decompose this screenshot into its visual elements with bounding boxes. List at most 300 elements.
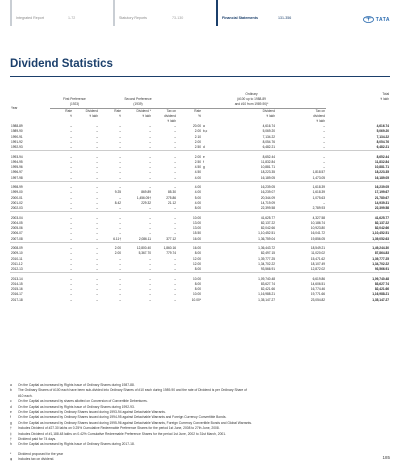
table-cell: – xyxy=(119,154,121,159)
table-cell: – xyxy=(149,154,151,159)
row-year: 1994-95 xyxy=(11,159,23,164)
row-year: 2014-15 xyxy=(11,282,23,286)
header-rate-first: Rate xyxy=(65,108,72,113)
table-cell: 2,086.11 xyxy=(138,236,151,241)
footnote-marker: b xyxy=(10,388,12,393)
table-cell: – xyxy=(119,145,121,150)
page-number: 185 xyxy=(382,455,390,460)
table-cell: – xyxy=(149,175,151,180)
table-cell: 9.25 xyxy=(114,190,121,195)
table-cell: – xyxy=(70,165,72,170)
table-cell: 8.00 xyxy=(194,251,201,256)
table-cell: – xyxy=(70,124,72,129)
table-cell: – xyxy=(96,129,98,134)
row-year: 1996-97 xyxy=(11,170,23,175)
table-cell: – xyxy=(119,165,121,170)
table-cell: – xyxy=(119,175,121,180)
header-tax-second-sub: dividend xyxy=(164,113,176,118)
page-title: Dividend Statistics xyxy=(10,58,113,70)
table-cell: – xyxy=(70,170,72,175)
table-cell: – xyxy=(70,236,72,241)
table-cell: – xyxy=(174,139,176,144)
table-cell: 82,137.22 xyxy=(374,220,390,225)
table-cell: – xyxy=(119,226,121,231)
table-cell: 15.50 xyxy=(193,231,201,236)
row-year: 2013-14 xyxy=(11,276,23,281)
header-year: Year xyxy=(11,105,18,110)
row-year: 2008-09 xyxy=(11,246,23,251)
table-cell: 6.11† xyxy=(113,236,121,241)
header-second-preference-label: Second Preference xyxy=(124,97,152,102)
table-cell: – xyxy=(70,154,72,159)
row-year: 1998-99 xyxy=(11,185,23,190)
row-year: 2004-05 xyxy=(11,220,23,225)
table-cell xyxy=(202,298,212,303)
table-cell: – xyxy=(96,170,98,175)
table-cell: 1,16,988.21 xyxy=(372,292,390,297)
table-cell: – xyxy=(70,134,72,139)
table-cell: – xyxy=(70,200,72,205)
table-cell: 275.86 xyxy=(166,195,176,200)
row-year: 2005-06 xyxy=(11,226,23,231)
table-cell: – xyxy=(96,251,98,256)
footnote-marker: h xyxy=(10,442,12,447)
table-cell: – xyxy=(323,134,326,139)
table-cell: – xyxy=(149,206,151,211)
nav-tab-label: Statutory Reports xyxy=(119,16,147,20)
footnote-text: On the Capital as increased by shares allotted on Conversion of Convertible Debentures. xyxy=(18,399,148,404)
table-cell: 85.30 xyxy=(168,190,176,195)
tata-logo-text: TATA xyxy=(375,16,390,23)
nav-tab-pages: 73-130 xyxy=(172,16,184,20)
table-cell: 16,239.05 xyxy=(260,185,275,190)
table-cell: 41,625.77 xyxy=(260,215,275,220)
row-year: 2016-17 xyxy=(11,292,23,297)
table-cell: – xyxy=(174,145,176,150)
header-dividend-ordinary: Dividend xyxy=(262,108,275,113)
table-cell: – xyxy=(96,276,98,281)
table-cell: 16,189.05 xyxy=(374,175,390,180)
footnote-marker: c xyxy=(10,399,12,404)
table-cell: – xyxy=(70,139,72,144)
table-cell: – xyxy=(119,282,121,286)
table-cell: – xyxy=(70,220,72,225)
table-cell: – xyxy=(323,139,326,144)
table-cell: 2.50 xyxy=(194,159,201,164)
table-cell: – xyxy=(149,282,151,286)
table-cell: – xyxy=(149,134,151,139)
tata-logo-icon xyxy=(363,16,374,23)
table-cell: – xyxy=(96,220,98,225)
table-cell: – xyxy=(96,297,98,302)
table-cell: – xyxy=(174,154,176,159)
table-cell: – xyxy=(149,129,151,134)
table-cell: 5,069.20 xyxy=(376,129,390,134)
row-year: 1999-00 xyxy=(11,190,23,195)
table-cell: 12.00 xyxy=(193,261,201,266)
table-cell: 7,134.22 xyxy=(262,134,275,139)
table-cell: – xyxy=(96,231,98,236)
footnote xyxy=(10,457,390,462)
table-cell: 93,566.91 xyxy=(260,267,275,272)
row-year: 1991-92 xyxy=(11,139,23,144)
header-dividend-second-unit: ₹ lakh xyxy=(142,113,151,118)
table-cell: 18,223.35 xyxy=(374,170,390,175)
row-year: 1988-89 xyxy=(11,124,23,129)
footnote-marker: ‡ xyxy=(10,431,12,436)
nav-tab-label: Financial Statements xyxy=(222,16,258,20)
row-year: 2015-16 xyxy=(11,287,23,292)
table-cell: 1,10,452.51 xyxy=(372,231,390,236)
table-cell: – xyxy=(119,267,121,272)
table-cell: 4,327.58 xyxy=(312,215,326,220)
table-cell: – xyxy=(174,165,176,170)
table-cell: 22,399.58 xyxy=(374,206,390,211)
table-cell: 22,399.58 xyxy=(260,206,275,211)
footnote-text: Dividend paid for 74 days. xyxy=(18,437,57,442)
table-cell: – xyxy=(323,200,326,205)
header-tax-second: Tax on xyxy=(166,108,176,113)
table-cell: 18,549.21 xyxy=(310,246,326,251)
table-cell: – xyxy=(174,170,176,175)
header-tax-ordinary: Tax on xyxy=(315,108,326,113)
table-cell: – xyxy=(96,190,98,195)
footnote-marker: g xyxy=(10,420,12,425)
table-cell: 1,34,702.22 xyxy=(372,261,390,266)
table-cell: – xyxy=(174,276,176,281)
table-cell: 5.00 xyxy=(194,195,201,200)
table-cell: – xyxy=(70,297,72,302)
table-cell: – xyxy=(149,276,151,281)
table-cell: – xyxy=(70,246,72,251)
table-cell: 11,020.02 xyxy=(311,251,326,256)
table-cell: 16,774.46 xyxy=(310,287,326,292)
header-dividend-first-unit: ₹ lakh xyxy=(89,113,98,118)
table-cell: – xyxy=(174,297,176,302)
table-cell: – xyxy=(96,261,98,266)
table-cell: – xyxy=(149,145,151,150)
table-cell: 14,719.09 xyxy=(260,200,275,205)
table-cell: 17,199.67 xyxy=(374,190,390,195)
row-year: 2010-11 xyxy=(11,256,23,261)
table-cell: 7,134.22 xyxy=(376,134,390,139)
table-cell: 10.00* xyxy=(191,297,201,302)
table-cell: 10.00 xyxy=(193,292,201,297)
table-cell: – xyxy=(119,134,121,139)
header-total-label: Total xyxy=(382,92,390,96)
table-cell: – xyxy=(96,185,98,190)
header-dividend-ordinary-unit: ₹ lakh xyxy=(266,113,275,118)
table-cell: – xyxy=(119,195,121,200)
table-cell: – xyxy=(96,206,98,211)
footnote-marker: † xyxy=(10,437,12,442)
table-cell: – xyxy=(174,129,176,134)
row-year: 2009-10 xyxy=(11,251,23,256)
table-cell: – xyxy=(174,220,176,225)
footnote-text: On the Capital as increased by Rights Issue of Ordinary Shares during 2017-18. xyxy=(18,442,135,447)
header-total xyxy=(326,92,390,108)
table-cell: 6,619.86 xyxy=(312,276,326,281)
footnote-marker: φ xyxy=(10,457,13,462)
table-cell: 41,625.77 xyxy=(374,215,390,220)
table-cell: 4.50 xyxy=(194,165,201,170)
table-cell: 16,239.05 xyxy=(374,185,390,190)
table-cell: – xyxy=(70,185,72,190)
table-cell: – xyxy=(119,297,121,302)
table-cell: – xyxy=(119,129,121,134)
table-cell: – xyxy=(323,124,326,129)
header-rate-first-unit: ₹ xyxy=(69,113,72,118)
row-year: 2000-01 xyxy=(11,195,23,200)
table-cell: 2.50 xyxy=(194,145,201,150)
table-cell: 1,16,988.21 xyxy=(258,292,275,297)
table-cell: 8.00 xyxy=(194,282,201,286)
table-cell: – xyxy=(149,159,151,164)
table-cell: 2,789.93 xyxy=(312,206,326,211)
table-cell: – xyxy=(149,139,151,144)
table-cell: 82,137.22 xyxy=(260,220,275,225)
header-rate-second: Rate xyxy=(114,108,121,113)
table-cell: a xyxy=(203,124,205,129)
table-cell: 869.89 xyxy=(141,190,151,195)
table-cell: 87,864.83 xyxy=(374,251,390,256)
table-cell: 1,075.63 xyxy=(312,195,326,200)
table-cell: 1,618.39 xyxy=(312,190,326,195)
table-cell: 10,881.71 xyxy=(374,165,390,170)
table-cell: – xyxy=(96,124,98,129)
table-cell: 1,10,452.51 xyxy=(258,231,275,236)
table-cell: – xyxy=(70,226,72,231)
table-cell: – xyxy=(149,292,151,297)
footnote-text: The Ordinary Shares of #100 each have been sub-divided into Ordinary Shares of #10 each during 1989-90 and the rate of Dividend is per Ordinary Share of xyxy=(18,388,247,393)
table-cell: – xyxy=(119,292,121,297)
table-cell: 1,09,740.48 xyxy=(258,276,275,281)
table-cell: 12,872.02 xyxy=(310,267,326,272)
table-cell: – xyxy=(96,139,98,144)
table-cell: 2.10 xyxy=(194,134,201,139)
table-cell: – xyxy=(96,195,98,200)
table-cell: – xyxy=(323,165,326,170)
table-cell: 8,652.44 xyxy=(262,154,275,159)
footnote-text: On the Capital as increased by Rights Issue of Ordinary Shares during 1987-88. xyxy=(18,383,135,387)
table-cell: 21.12 xyxy=(168,200,176,205)
header-ordinary xyxy=(177,92,326,108)
table-cell: – xyxy=(149,267,151,272)
table-cell: 16.00 xyxy=(193,246,201,251)
table-cell: 10,186.74 xyxy=(310,220,326,225)
table-cell: – xyxy=(119,276,121,281)
table-cell: – xyxy=(174,256,176,261)
table-cell: 12.00 xyxy=(193,256,201,261)
table-cell: – xyxy=(323,145,326,150)
table-cell: – xyxy=(70,175,72,180)
table-cell: 1,09,740.48 xyxy=(372,276,390,281)
table-cell: – xyxy=(119,206,121,211)
table-cell: 1,618.39 xyxy=(312,185,326,190)
table-cell: – xyxy=(149,220,151,225)
table-cell: – xyxy=(96,154,98,159)
nav-tab-integrated-report[interactable] xyxy=(10,0,108,26)
row-year: 1997-98 xyxy=(11,175,23,180)
table-cell: – xyxy=(96,175,98,180)
footnote-text: On the Capital as increased by Ordinary Shares issued during 1995-96 against Detachable Warrants, Foreign Currency Convertible Bonds and Global Warrants. xyxy=(18,420,252,425)
table-cell: – xyxy=(149,226,151,231)
table-cell: – xyxy=(70,215,72,220)
table-cell: – xyxy=(174,159,176,164)
table-cell: 4,616.74 xyxy=(376,124,390,129)
table-cell: b,c xyxy=(203,129,208,134)
row-year: 1990-91 xyxy=(11,134,23,139)
table-cell: 20.00 xyxy=(193,124,201,129)
table-cell: – xyxy=(119,139,121,144)
table-cell: – xyxy=(96,256,98,261)
dividend-statistics-table xyxy=(10,92,390,303)
nav-tab-financial-statements[interactable] xyxy=(216,0,314,26)
footnote-text: Dividend proposed for the year xyxy=(18,451,64,456)
table-cell: 8,054.76 xyxy=(376,139,390,144)
table-cell: 21,780.67 xyxy=(374,195,390,200)
table-cell: 16,041.72 xyxy=(310,231,326,236)
table-cell: 13.00 xyxy=(193,220,201,225)
table-cell: 8,652.44 xyxy=(376,154,390,159)
table-cell: – xyxy=(119,170,121,175)
footnote xyxy=(10,442,390,447)
table-cell: 1,456.05† xyxy=(136,195,151,200)
table-cell: 83,627.74 xyxy=(260,282,275,286)
table-cell: 5,367.70 xyxy=(138,251,151,256)
tata-logo xyxy=(363,16,390,23)
table-cell: – xyxy=(70,159,72,164)
footnote-text: On the Capital as increased by Ordinary Shares issued during 1994-95 against Detachable Warrants and Foreign Currency Convertible Bonds. xyxy=(18,415,227,420)
table-cell: – xyxy=(149,256,151,261)
table-cell: 16.00 xyxy=(193,236,201,241)
table-cell: – xyxy=(119,261,121,266)
table-cell: – xyxy=(174,226,176,231)
row-year: 1992-93 xyxy=(11,145,23,150)
table-cell: 2.00 xyxy=(194,129,201,134)
table-cell: – xyxy=(119,215,121,220)
header-first-preference-year: (1923) xyxy=(69,102,80,107)
table-cell: – xyxy=(149,185,151,190)
table-cell: – xyxy=(96,215,98,220)
table-cell: – xyxy=(96,267,98,272)
table-cell: 10.00 xyxy=(193,276,201,281)
table-cell: 16,239.07 xyxy=(260,190,275,195)
table-cell: 19,771.66 xyxy=(310,292,326,297)
table-cell: – xyxy=(96,145,98,150)
table-cell: – xyxy=(96,236,98,241)
table-cell: – xyxy=(174,206,176,211)
table-cell: 16,189.05 xyxy=(260,175,275,180)
table-cell: – xyxy=(70,292,72,297)
table-cell: – xyxy=(96,159,98,164)
table-cell: 82,421.66 xyxy=(374,287,390,292)
table-cell: – xyxy=(96,165,98,170)
header-tax-second-unit: ₹ lakh xyxy=(167,119,176,124)
table-cell: – xyxy=(70,145,72,150)
table-cell: 4,616.74 xyxy=(262,124,275,129)
footnote-marker: * xyxy=(10,451,12,456)
table-cell: 779.74 xyxy=(166,251,176,256)
table-cell: 1,860.16 xyxy=(163,246,176,251)
nav-tab-pages: 1-72 xyxy=(68,16,76,20)
table-cell: – xyxy=(70,276,72,281)
nav-tab-statutory-reports[interactable] xyxy=(113,0,211,26)
table-cell: 4.00 xyxy=(194,200,201,205)
table-cell: – xyxy=(119,159,121,164)
table-cell: – xyxy=(174,287,176,292)
nav-tab-label: Integrated Report xyxy=(16,16,44,20)
table-cell: 12,800.40 xyxy=(136,246,151,251)
table-cell: 1,35,147.27 xyxy=(258,297,275,302)
table-cell: 10,881.71 xyxy=(260,165,275,170)
table-cell: – xyxy=(174,231,176,236)
table-cell: 8.00 xyxy=(194,267,201,272)
table-cell: – xyxy=(119,287,121,292)
header-ordinary-label: Ordinary xyxy=(245,92,258,96)
footnote-text: #10 each. xyxy=(18,393,33,398)
row-year: 1993-94 xyxy=(11,154,23,159)
header-first-preference xyxy=(50,92,99,108)
footnote-marker: d xyxy=(10,404,12,409)
table-cell: – xyxy=(174,282,176,286)
header-dividend-second: Dividend * xyxy=(136,108,151,113)
table-cell: 83,627.74 xyxy=(374,282,390,286)
table-cell: – xyxy=(149,165,151,170)
table-cell: – xyxy=(119,256,121,261)
table-cell: – xyxy=(119,124,121,129)
footnote-text: On the Capital as increased by Ordinary Shares issued during 1993-94 against Detachable Warrants. xyxy=(18,410,166,415)
footnote-text: Includes tax on dividend. xyxy=(18,457,55,462)
table-cell: – xyxy=(149,231,151,236)
footnote-text: Includes Dividend of #1,188.48 lakhs on 0.42% Cumulative Redeemable Preference Shares for the period 1st June, 2002 to 31st March, 2001. xyxy=(18,431,227,436)
table-cell: – xyxy=(149,297,151,302)
table-cell: 15,471.62 xyxy=(310,256,326,261)
table-cell: 23,054.82 xyxy=(310,297,326,302)
table-row xyxy=(10,298,390,303)
table-cell: – xyxy=(149,170,151,175)
table-cell: 13.00 xyxy=(193,226,201,231)
table-cell: 1,39,052.63 xyxy=(372,236,390,241)
table-cell: – xyxy=(70,251,72,256)
table-cell: – xyxy=(119,185,121,190)
table-cell: – xyxy=(96,292,98,297)
table-body xyxy=(10,124,390,303)
table-cell: – xyxy=(323,159,326,164)
header-tax-ordinary-sub: dividend xyxy=(313,113,326,118)
table-cell: – xyxy=(174,185,176,190)
table-cell: – xyxy=(70,287,72,292)
table-cell: – xyxy=(70,261,72,266)
table-cell: – xyxy=(70,206,72,211)
table-cell: 10.00 xyxy=(193,215,201,220)
table-cell: – xyxy=(70,195,72,200)
table-cell: e xyxy=(203,154,205,159)
table-cell: 10,923.80 xyxy=(310,226,326,231)
table-cell: – xyxy=(96,226,98,231)
table-cell: – xyxy=(174,134,176,139)
table-cell: 18,107.49 xyxy=(310,261,326,266)
table-cell: – xyxy=(70,129,72,134)
title-divider xyxy=(10,76,390,77)
table-cell: 1,39,777.25 xyxy=(372,256,390,261)
table-cell: – xyxy=(174,267,176,272)
header-dividend-first: Dividend xyxy=(85,108,98,113)
table-cell: – xyxy=(119,231,121,236)
row-year: 2012-13 xyxy=(11,267,23,272)
table-cell: 19,856.05 xyxy=(310,236,326,241)
header-total-unit: ₹ lakh xyxy=(380,97,390,102)
